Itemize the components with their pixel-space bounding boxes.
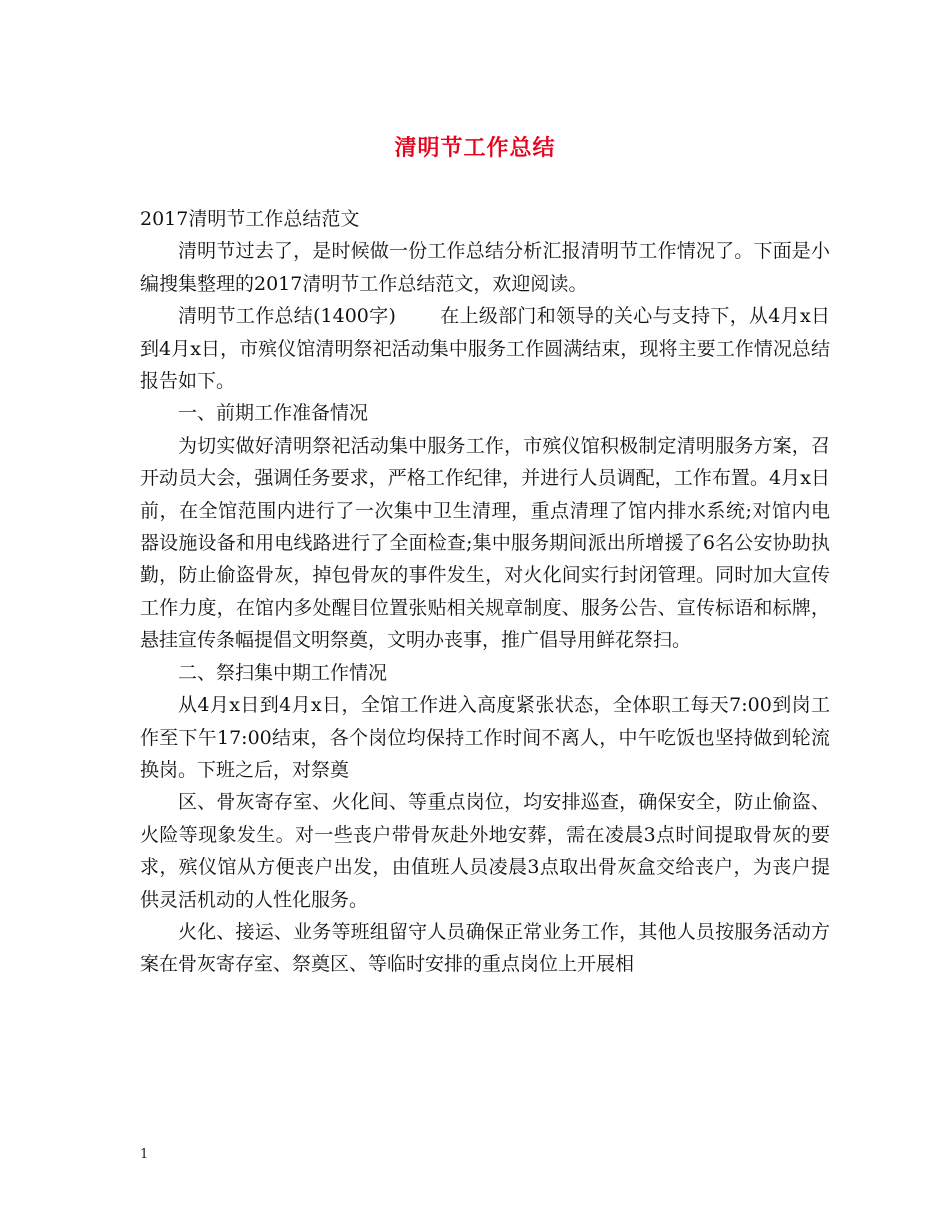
intro-paragraph: 清明节过去了，是时候做一份工作总结分析汇报清明节工作情况了。下面是小编搜集整理的2017清明节工作总结范文，欢迎阅读。	[140, 240, 830, 295]
summary-paragraph	[140, 300, 830, 397]
section-heading-1: 一、前期工作准备情况	[178, 402, 369, 425]
section-1-paragraph: 为切实做好清明祭祀活动集中服务工作，市殡仪馆积极制定清明服务方案，召开动员大会，强调任务要求，严格工作纪律，并进行人员调配，工作布置。4月x日前，在全馆范围内进行了一次集中卫生清理，重点清理了馆内排水系统;对馆内电器设施设备和用电线路进行了全面检查;集中服务期间派出所增援了6名公安协助执勤，防止偷盗骨灰，掉包骨灰的事件发生，对火化间实行封闭管理。同时加大宣传工作力度，在馆内多处醒目位置张贴相关规章制度、服务公告、宣传标语和标牌，悬挂宣传条幅提倡文明祭奠，文明办丧事，推广倡导用鲜花祭扫。	[140, 434, 830, 652]
summary-text: 在上级部门和领导的关心与支持下，从4月x日到4月x日，市殡仪馆清明祭祀活动集中服务工作圆满结束，现将主要工作情况总结报告如下。	[140, 305, 830, 393]
section-2-paragraph-2: 区、骨灰寄存室、火化间、等重点岗位，均安排巡查，确保安全，防止偷盗、火险等现象发生。对一些丧户带骨灰赴外地安葬，需在凌晨3点时间提取骨灰的要求，殡仪馆从方便丧户出发，由值班人员凌晨3点取出骨灰盒交给丧户，为丧户提供灵活机动的人性化服务。	[140, 791, 830, 911]
page-number: 1	[140, 1147, 149, 1162]
document-subtitle: 2017清明节工作总结范文	[140, 208, 360, 230]
section-heading-2: 二、祭扫集中期工作情况	[178, 661, 388, 684]
section-2-paragraph-3: 火化、接运、业务等班组留守人员确保正常业务工作，其他人员按服务活动方案在骨灰寄存室、祭奠区、等临时安排的重点岗位上开展相	[140, 920, 830, 976]
section-2-paragraph-1: 从4月x日到4月x日，全馆工作进入高度紧张状态，全体职工每天7:00到岗工作至下午17:00结束，各个岗位均保持工作时间不离人，中午吃饭也坚持做到轮流换岗。下班之后，对祭奠	[140, 694, 830, 781]
document-body	[140, 203, 830, 981]
document-title: 清明节工作总结	[394, 135, 556, 161]
summary-heading: 清明节工作总结(1400字)	[178, 305, 396, 328]
